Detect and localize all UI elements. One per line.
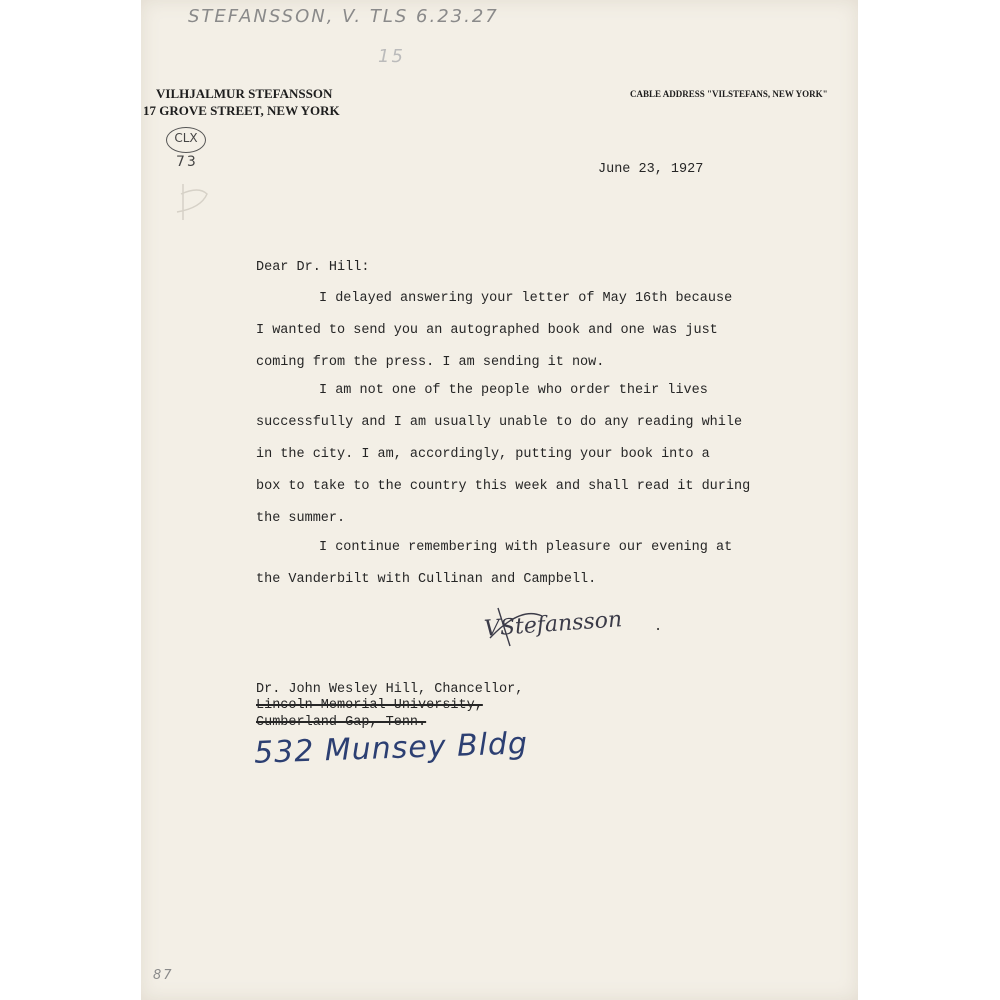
paragraph-line: in the city. I am, accordingly, putting your book into a <box>256 447 710 462</box>
paragraph-line: coming from the press. I am sending it now. <box>256 355 605 370</box>
recipient-name: Dr. John Wesley Hill, Chancellor, <box>256 682 524 697</box>
signature-dot: . <box>654 620 663 635</box>
circled-code <box>166 127 206 153</box>
paragraph-line: I continue remembering with pleasure our evening at <box>319 540 733 555</box>
salutation: Dear Dr. Hill: <box>256 260 370 275</box>
pencil-scribble <box>165 172 225 232</box>
cable-address: CABLE ADDRESS "VILSTEFANS, NEW YORK" <box>630 89 828 99</box>
paragraph-line: successfully and I am usually unable to do any reading while <box>256 415 743 430</box>
file-number: 73 <box>176 154 198 170</box>
paragraph-2 <box>256 375 750 535</box>
letterhead-address: 17 GROVE STREET, NEW YORK <box>143 103 340 118</box>
handwritten-address: 532 Munsey Bldg <box>253 726 529 771</box>
paragraph-line: I delayed answering your letter of May 16th because <box>319 291 733 306</box>
signature: VStefansson <box>483 607 623 642</box>
circled-code-text: CLX <box>174 131 198 145</box>
letter-date: June 23, 1927 <box>598 162 704 177</box>
archive-annotation: STEFANSSON, V. TLS 6.23.27 <box>188 6 499 27</box>
letterhead-name: VILHJALMUR STEFANSSON <box>156 86 333 101</box>
paragraph-line: box to take to the country this week and shall read it during <box>256 479 751 494</box>
paragraph-3 <box>256 532 732 596</box>
page-mark: 87 <box>153 968 174 983</box>
recipient-city: Cumberland Gap, Tenn. <box>256 715 427 730</box>
signature-flourish <box>480 600 600 650</box>
margin-mark: 15 <box>378 46 405 67</box>
paragraph-line: the summer. <box>256 511 346 526</box>
paragraph-line: the Vanderbilt with Cullinan and Campbell. <box>256 572 597 587</box>
paragraph-line: I am not one of the people who order their lives <box>319 383 708 398</box>
recipient-institution: Lincoln Memorial University, <box>256 698 483 713</box>
paragraph-line: I wanted to send you an autographed book and one was just <box>256 323 718 338</box>
paragraph-1 <box>256 283 732 379</box>
